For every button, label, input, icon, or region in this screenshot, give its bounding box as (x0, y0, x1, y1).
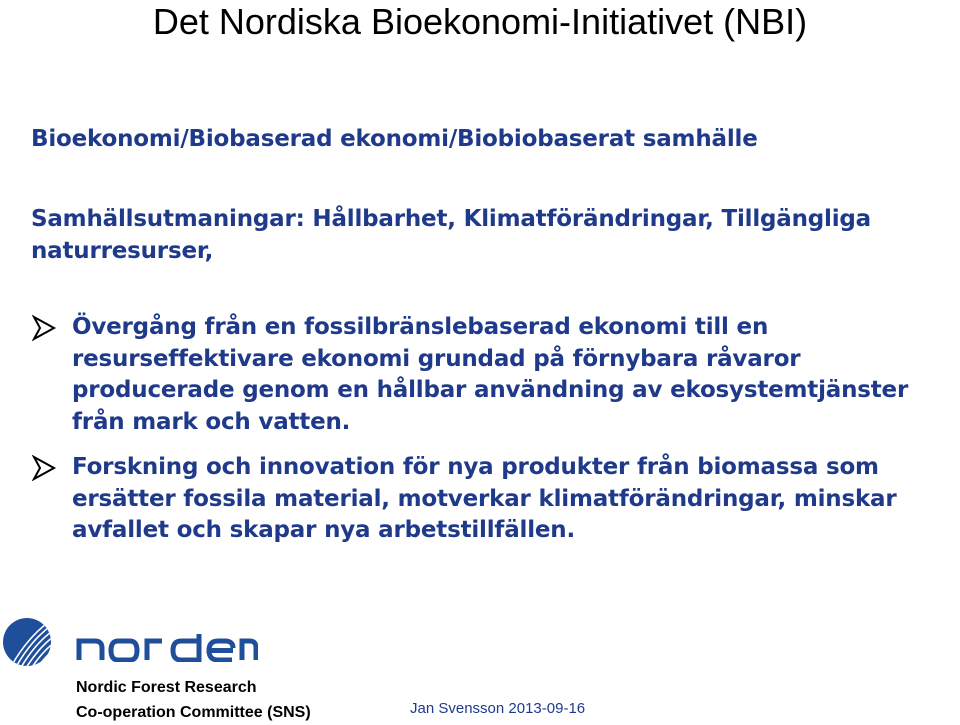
bullet-text: Övergång från en fossilbränslebaserad ekonomi till en resurseffektivare ekonomi grundad på förnybara råvaror producerade genom en hållbar användning av ekosystemtjänster från mark och vatten. (72, 314, 909, 435)
footer-author-date: Jan Svensson 2013-09-16 (410, 700, 586, 717)
bioeconomy-line: Bioekonomi/Biobaserad ekonomi/Biobiobaserat samhälle (31, 126, 758, 152)
norden-wordmark (76, 632, 258, 662)
norden-swan-logo-icon (2, 617, 52, 667)
org-name-line-2: Co-operation Committee (SNS) (76, 704, 311, 721)
bullet-text: Forskning och innovation för nya produkter från biomassa som ersätter fossila material, motverkar klimatförändringar, minskar avfallet och skapar nya arbetstillfällen. (72, 454, 897, 543)
challenges-line-2: naturresurser, (31, 238, 214, 264)
bullet-item-research (31, 452, 956, 547)
org-name-line-1: Nordic Forest Research (76, 679, 257, 696)
arrow-bullet-icon (31, 315, 57, 341)
challenges-line-1: Samhällsutmaningar: Hållbarhet, Klimatförändringar, Tillgängliga (31, 206, 871, 232)
arrow-bullet-icon (31, 455, 57, 481)
bullet-item-transition (31, 312, 956, 438)
slide-title: Det Nordiska Bioekonomi-Initiativet (NBI) (152, 1, 808, 42)
